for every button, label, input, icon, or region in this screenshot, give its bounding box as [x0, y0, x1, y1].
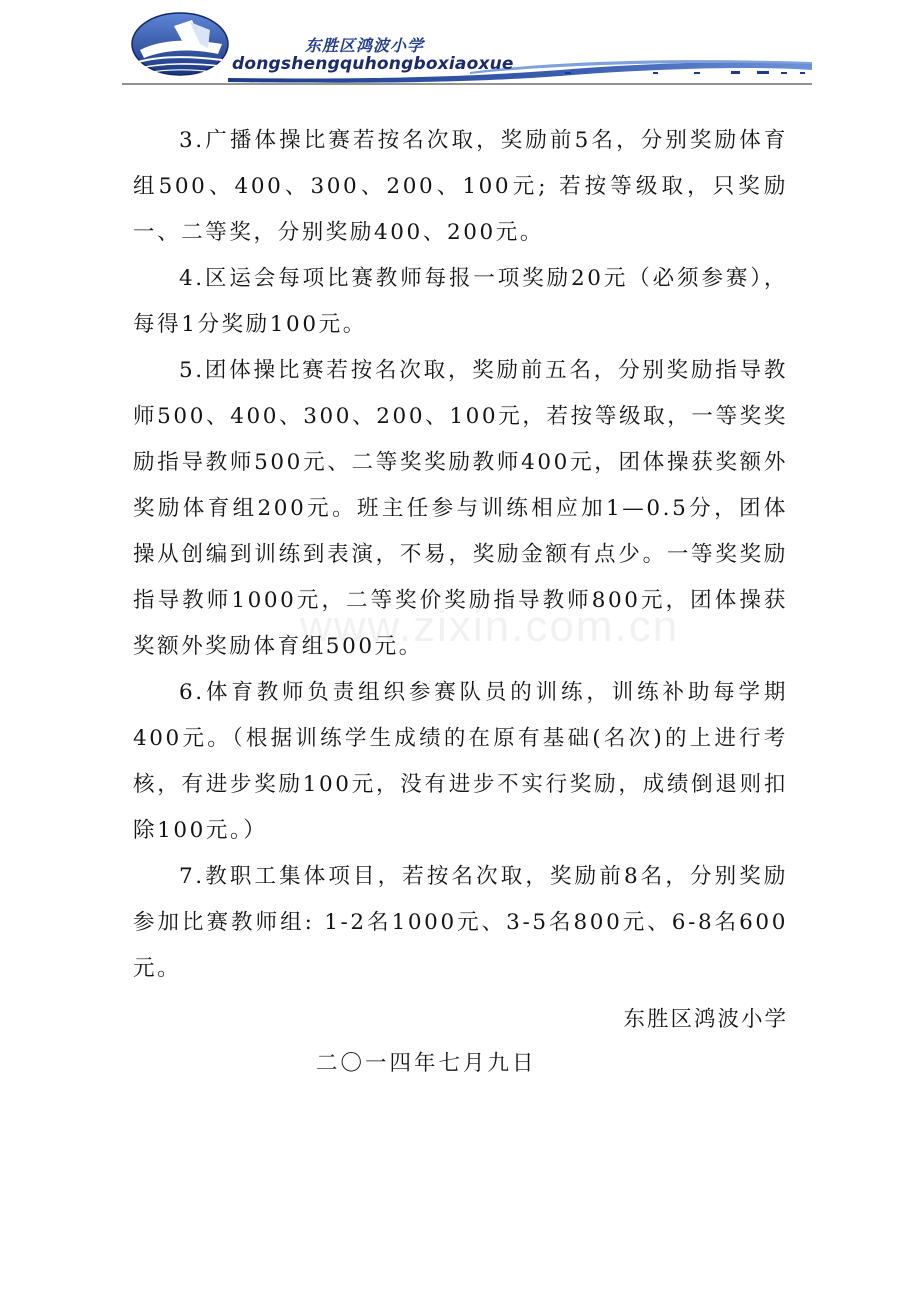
- document-date: 二〇一四年七月九日: [316, 1051, 537, 1076]
- document-body: [133, 118, 788, 992]
- paragraph-item-6: 6.体育教师负责组织参赛队员的训练，训练补助每学期400元。（根据训练学生成绩的在原有基础(名次)的上进行考核，有进步奖励100元，没有进步不实行奖励，成绩倒退则扣除100元。）: [133, 680, 788, 843]
- school-name-pinyin: dongshengquhongboxiaoxue: [232, 54, 514, 74]
- page-header: [0, 0, 920, 92]
- paragraph-item-3: 3.广播体操比赛若按名次取，奖励前5名，分别奖励体育组500、400、300、200、100元; 若按等级取，只奖励一、二等奖，分别奖励400、200元。: [133, 128, 788, 245]
- paragraph-item-4: 4.区运会每项比赛教师每报一项奖励20元（必须参赛），每得1分奖励100元。: [133, 266, 788, 337]
- signature-school-name: 东胜区鸿波小学: [623, 1007, 788, 1032]
- paragraph-item-5: 5.团体操比赛若按名次取，奖励前五名，分别奖励指导教师500、400、300、200、100元，若按等级取，一等奖奖励指导教师500元、二等奖奖励教师400元，团体操获奖额外奖励体育组200元。班主任参与训练相应加1—0.5分，团体操从创编到训练到表演，不易，奖励金额有点少。一等奖奖励指导教师1000元，二等奖价奖励指导教师800元，团体操获奖额外奖励体育组500元。: [133, 358, 788, 659]
- school-logo-icon: [130, 10, 230, 82]
- school-name-chinese: 东胜区鸿波小学: [305, 36, 425, 55]
- watermark: www.zixin.com.cn: [300, 602, 680, 651]
- paragraph-item-7: 7.教职工集体项目，若按名次取，奖励前8名，分别奖励参加比赛教师组: 1-2名1000元、3-5名800元、6-8名600元。: [133, 864, 788, 981]
